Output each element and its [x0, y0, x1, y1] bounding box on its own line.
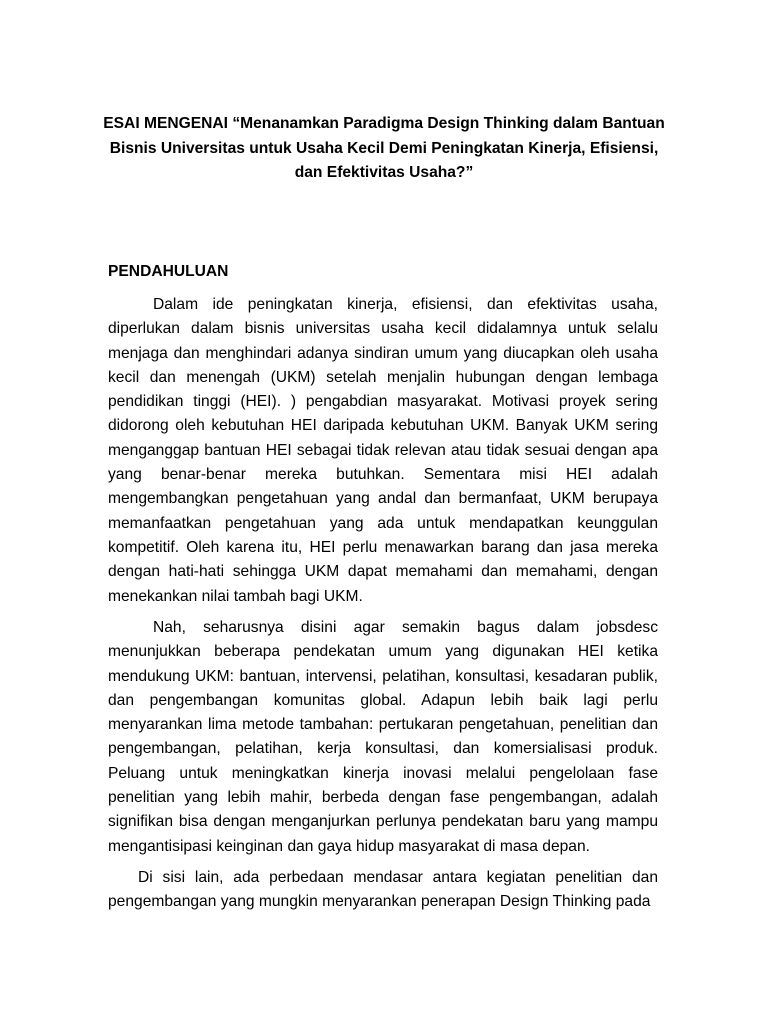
- section-heading: PENDAHULUAN: [108, 263, 229, 280]
- body-paragraph-1: Dalam ide peningkatan kinerja, efisiensi, dan efektivitas usaha, diperlukan dalam bisnis universitas usaha kecil didalamnya untuk selalu menjaga dan menghindari adanya sindiran umum yang diucapkan oleh usaha kecil dan menengah (UKM) setelah menjalin hubungan dengan lembaga pendidikan tinggi (HEI). ) pengabdian masyarakat. Motivasi proyek sering didorong oleh kebutuhan HEI daripada kebutuhan UKM. Banyak UKM sering menganggap bantuan HEI sebagai tidak relevan atau tidak sesuai dengan apa yang benar-benar mereka butuhkan. Sementara misi HEI adalah mengembangkan pengetahuan yang andal dan bermanfaat, UKM berupaya memanfaatkan pengetahuan yang ada untuk mendapatkan keunggulan kompetitif. Oleh karena itu, HEI perlu menawarkan barang dan jasa mereka dengan hati-hati sehingga UKM dapat memahami dan memahami, dengan menekankan nilai tambah bagi UKM.: [108, 296, 658, 605]
- document-title: ESAI MENGENAI “Menanamkan Paradigma Design Thinking dalam Bantuan Bisnis Universitas untuk Usaha Kecil Demi Peningkatan Kinerja, Efisiensi, dan Efektivitas Usaha?”: [103, 115, 665, 181]
- body-paragraph-3: Di sisi lain, ada perbedaan mendasar antara kegiatan penelitian dan pengembangan yang mungkin menyarankan penerapan Design Thinking pada: [108, 869, 658, 911]
- body-paragraph-2: Nah, seharusnya disini agar semakin bagus dalam jobsdesc menunjukkan beberapa pendekatan umum yang digunakan HEI ketika mendukung UKM: bantuan, intervensi, pelatihan, konsultasi, kesadaran publik, dan pengembangan komunitas global. Adapun lebih baik lagi perlu menyarankan lima metode tambahan: pertukaran pengetahuan, penelitian dan pengembangan, pelatihan, kerja konsultasi, dan komersialisasi produk. Peluang untuk meningkatkan kinerja inovasi melalui pengelolaan fase penelitian yang lebih mahir, berbeda dengan fase pengembangan, adalah signifikan bisa dengan menganjurkan perlunya pendekatan baru yang mampu mengantisipasi keinginan dan gaya hidup masyarakat di masa depan.: [108, 619, 658, 855]
